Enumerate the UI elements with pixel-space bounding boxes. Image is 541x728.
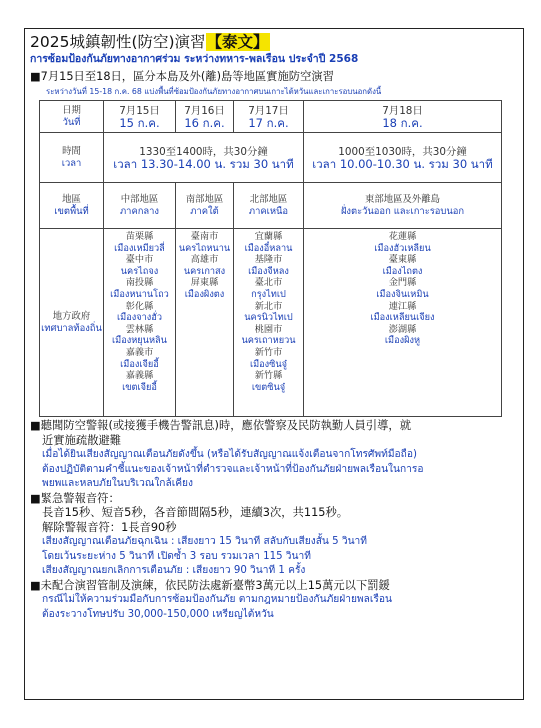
gov-name-th: เมืองซินจู๋ — [249, 358, 288, 370]
region-cell: 南部地區 ภาคใต้ — [176, 183, 234, 229]
gov-name-zh: 臺南市 — [190, 231, 219, 242]
gov-name-th: เมืองจินเหมิน — [376, 288, 429, 300]
alarm-section — [30, 492, 518, 579]
gov-name-th: เมืองจางฮั่ว — [117, 312, 162, 324]
region-label: 地區 เขตพื้นที่ — [40, 183, 104, 229]
gov-list-central — [105, 231, 174, 393]
gov-name-th: เมืองเจียอี้ — [120, 358, 159, 370]
gov-name-th: นครไถจง — [120, 265, 159, 277]
gov-name-th: นครเกาสง — [183, 265, 226, 277]
gov-name-zh: 花蓮縣 — [388, 231, 417, 242]
intro-th: ระหว่างวันที่ 15-18 ก.ค. 68 แบ่งพื้นที่ซ้อมป้องกันภัยทางอากาศบนเกาะไต้หวันและเกาะรอบนอกดังนี้ — [46, 87, 382, 96]
gov-name-zh: 桃園市 — [254, 323, 283, 335]
gov-name-zh: 宜蘭縣 — [254, 231, 283, 242]
evacuate-th-2: ต้องปฏิบัติตามคำชี้แนะของเจ้าหน้าที่ตำรวจและเจ้าหน้าที่ป้องกันภัยฝ่ายพลเรือนในการอ — [42, 463, 424, 475]
language-tag: 【泰文】 — [206, 33, 269, 51]
gov-name-th: เขตซินจู๋ — [251, 381, 286, 393]
row-gov — [40, 229, 502, 417]
gov-central-cell — [104, 229, 176, 417]
gov-name-zh: 臺東縣 — [388, 254, 417, 266]
gov-name-th: กรุงไทเป — [251, 288, 286, 300]
gov-south-cell — [176, 229, 234, 417]
gov-name-zh: 雲林縣 — [125, 323, 154, 335]
alarm-head: ■緊急警報音符： — [30, 491, 120, 505]
gov-name-th: เมืองผิงตง — [184, 288, 225, 300]
gov-name-th: เมืองผิงหู — [384, 335, 421, 347]
gov-name-zh: 屏東縣 — [190, 277, 219, 289]
gov-east-cell — [304, 229, 502, 417]
alarm-zh-2: 解除警報音符：1長音90秒 — [42, 520, 177, 534]
gov-name-th: เมืองเหมียวลี่ — [114, 242, 165, 254]
document-frame — [24, 28, 524, 700]
thai-title: การซ้อมป้องกันภัยทางอากาศร่วม ระหว่างทหาร-พลเรือน ประจำปี 2568 — [30, 53, 359, 65]
intro-zh: ■7月15日至18日，區分本島及外(離)島等地區實施防空演習 — [30, 70, 334, 83]
gov-name-th: เมืองไถตง — [382, 265, 423, 277]
gov-name-zh: 新竹縣 — [254, 370, 283, 382]
gov-name-zh: 嘉義縣 — [125, 370, 154, 382]
gov-name-zh: 苗栗縣 — [125, 231, 154, 242]
gov-name-th: นครเถาหยวน — [241, 335, 296, 347]
gov-name-zh: 臺中市 — [125, 254, 154, 266]
gov-label: 地方政府 เทศบาลท้องถิ่น — [40, 229, 104, 417]
title-main: 2025城鎮韌性(防空)演習 — [30, 33, 206, 51]
region-cell: 北部地區 ภาคเหนือ — [234, 183, 304, 229]
gov-name-zh: 連江縣 — [388, 300, 417, 312]
gov-name-th: เขตเจียอี้ — [122, 381, 157, 393]
gov-name-zh: 高雄市 — [190, 254, 219, 266]
date-cell: 7月17日 17 ก.ค. — [234, 101, 304, 133]
row-region — [40, 183, 502, 229]
gov-name-th: เมืองจีหลง — [248, 265, 289, 277]
gov-name-zh: 嘉義市 — [125, 346, 154, 358]
region-cell: 東部地區及外離島 ฝั่งตะวันออก และเกาะรอบนอก — [304, 183, 502, 229]
schedule-table — [39, 100, 502, 417]
row-time — [40, 133, 502, 183]
penalty-th-2: ต้องระวางโทษปรับ 30,000-150,000 เหรียญไต้หวัน — [42, 608, 274, 620]
region-cell: 中部地區 ภาคกลาง — [104, 183, 176, 229]
gov-name-th: เมืองหนานโถว — [110, 288, 169, 300]
time-main: 1330至1400時，共30分鐘 เวลา 13.30-14.00 น. รวม 30 นาที — [104, 133, 304, 183]
date-cell: 7月18日 18 ก.ค. — [304, 101, 502, 133]
penalty-th-1: กรณีไม่ให้ความร่วมมือกับการซ้อมป้องกันภัย ตามกฎหมายป้องกันภัยฝ่ายพลเรือน — [42, 594, 392, 605]
date-label: 日期 วันที่ — [40, 101, 104, 133]
gov-north-cell — [234, 229, 304, 417]
gov-name-th: เมืองหยุนหลิน — [112, 335, 167, 347]
time-label: 時間 เวลา — [40, 133, 104, 183]
gov-list-east — [305, 231, 500, 347]
time-east: 1000至1030時，共30分鐘 เวลา 10.00-10.30 น. รวม 30 นาที — [304, 133, 502, 183]
gov-name-zh: 基隆市 — [254, 254, 283, 266]
date-cell: 7月16日 16 ก.ค. — [176, 101, 234, 133]
gov-name-th: เมืองเหลียนเจียง — [370, 312, 435, 324]
penalty-section — [30, 579, 518, 623]
gov-name-zh: 新北市 — [254, 300, 283, 312]
gov-name-th: นครไถหนาน — [178, 242, 231, 254]
evacuate-section — [30, 419, 518, 492]
gov-name-th: นครนิวไทเป — [244, 312, 293, 324]
alarm-th-2: โดยเว้นระยะห่าง 5 วินาที เปิดซ้ำ 3 รอบ รวมเวลา 115 วินาที — [42, 550, 311, 562]
gov-name-th: เมืองอี๋หลาน — [244, 242, 293, 254]
gov-name-zh: 新竹市 — [254, 346, 283, 358]
evacuate-th-3: พยพและหลบภัยในบริเวณใกล้เคียง — [42, 478, 193, 489]
gov-name-zh: 彰化縣 — [125, 300, 154, 312]
alarm-th-3: เสียงสัญญาณยกเลิกการเตือนภัย : เสียงยาว 90 วินาที 1 ครั้ง — [42, 565, 306, 576]
alarm-th-1: เสียงสัญญาณเตือนภัยฉุกเฉิน : เสียงยาว 15 วินาที สลับกับเสียงสั้น 5 วินาที — [42, 536, 367, 547]
alarm-zh-1: 長音15秒、短音5秒，各音節間隔5秒，連續3次，共115秒。 — [42, 506, 349, 519]
gov-name-zh: 金門縣 — [388, 277, 417, 289]
penalty-zh-1: ■未配合演習管制及演練，依民防法處新臺幣3萬元以上15萬元以下罰鍰 — [30, 578, 390, 592]
evacuate-zh-1: ■聽聞防空警報(或接獲手機告警訊息)時，應依警察及民防執勤人員引導，就 — [30, 419, 411, 432]
gov-name-zh: 南投縣 — [125, 277, 154, 289]
gov-name-zh: 澎湖縣 — [388, 323, 417, 335]
gov-list-north — [235, 231, 302, 393]
gov-name-zh: 臺北市 — [254, 277, 283, 289]
gov-name-th: เมืองฮัวเหลียน — [374, 242, 431, 254]
evacuate-zh-2: 近實施疏散避難 — [42, 433, 122, 447]
date-cell: 7月15日 15 ก.ค. — [104, 101, 176, 133]
document-title — [30, 32, 518, 52]
gov-list-south — [177, 231, 232, 301]
evacuate-th-1: เมื่อได้ยินเสียงสัญญาณเตือนภัยดังขึ้น (หรือได้รับสัญญาณแจ้งเตือนจากโทรศัพท์มือถือ) — [42, 449, 417, 460]
row-date — [40, 101, 502, 133]
